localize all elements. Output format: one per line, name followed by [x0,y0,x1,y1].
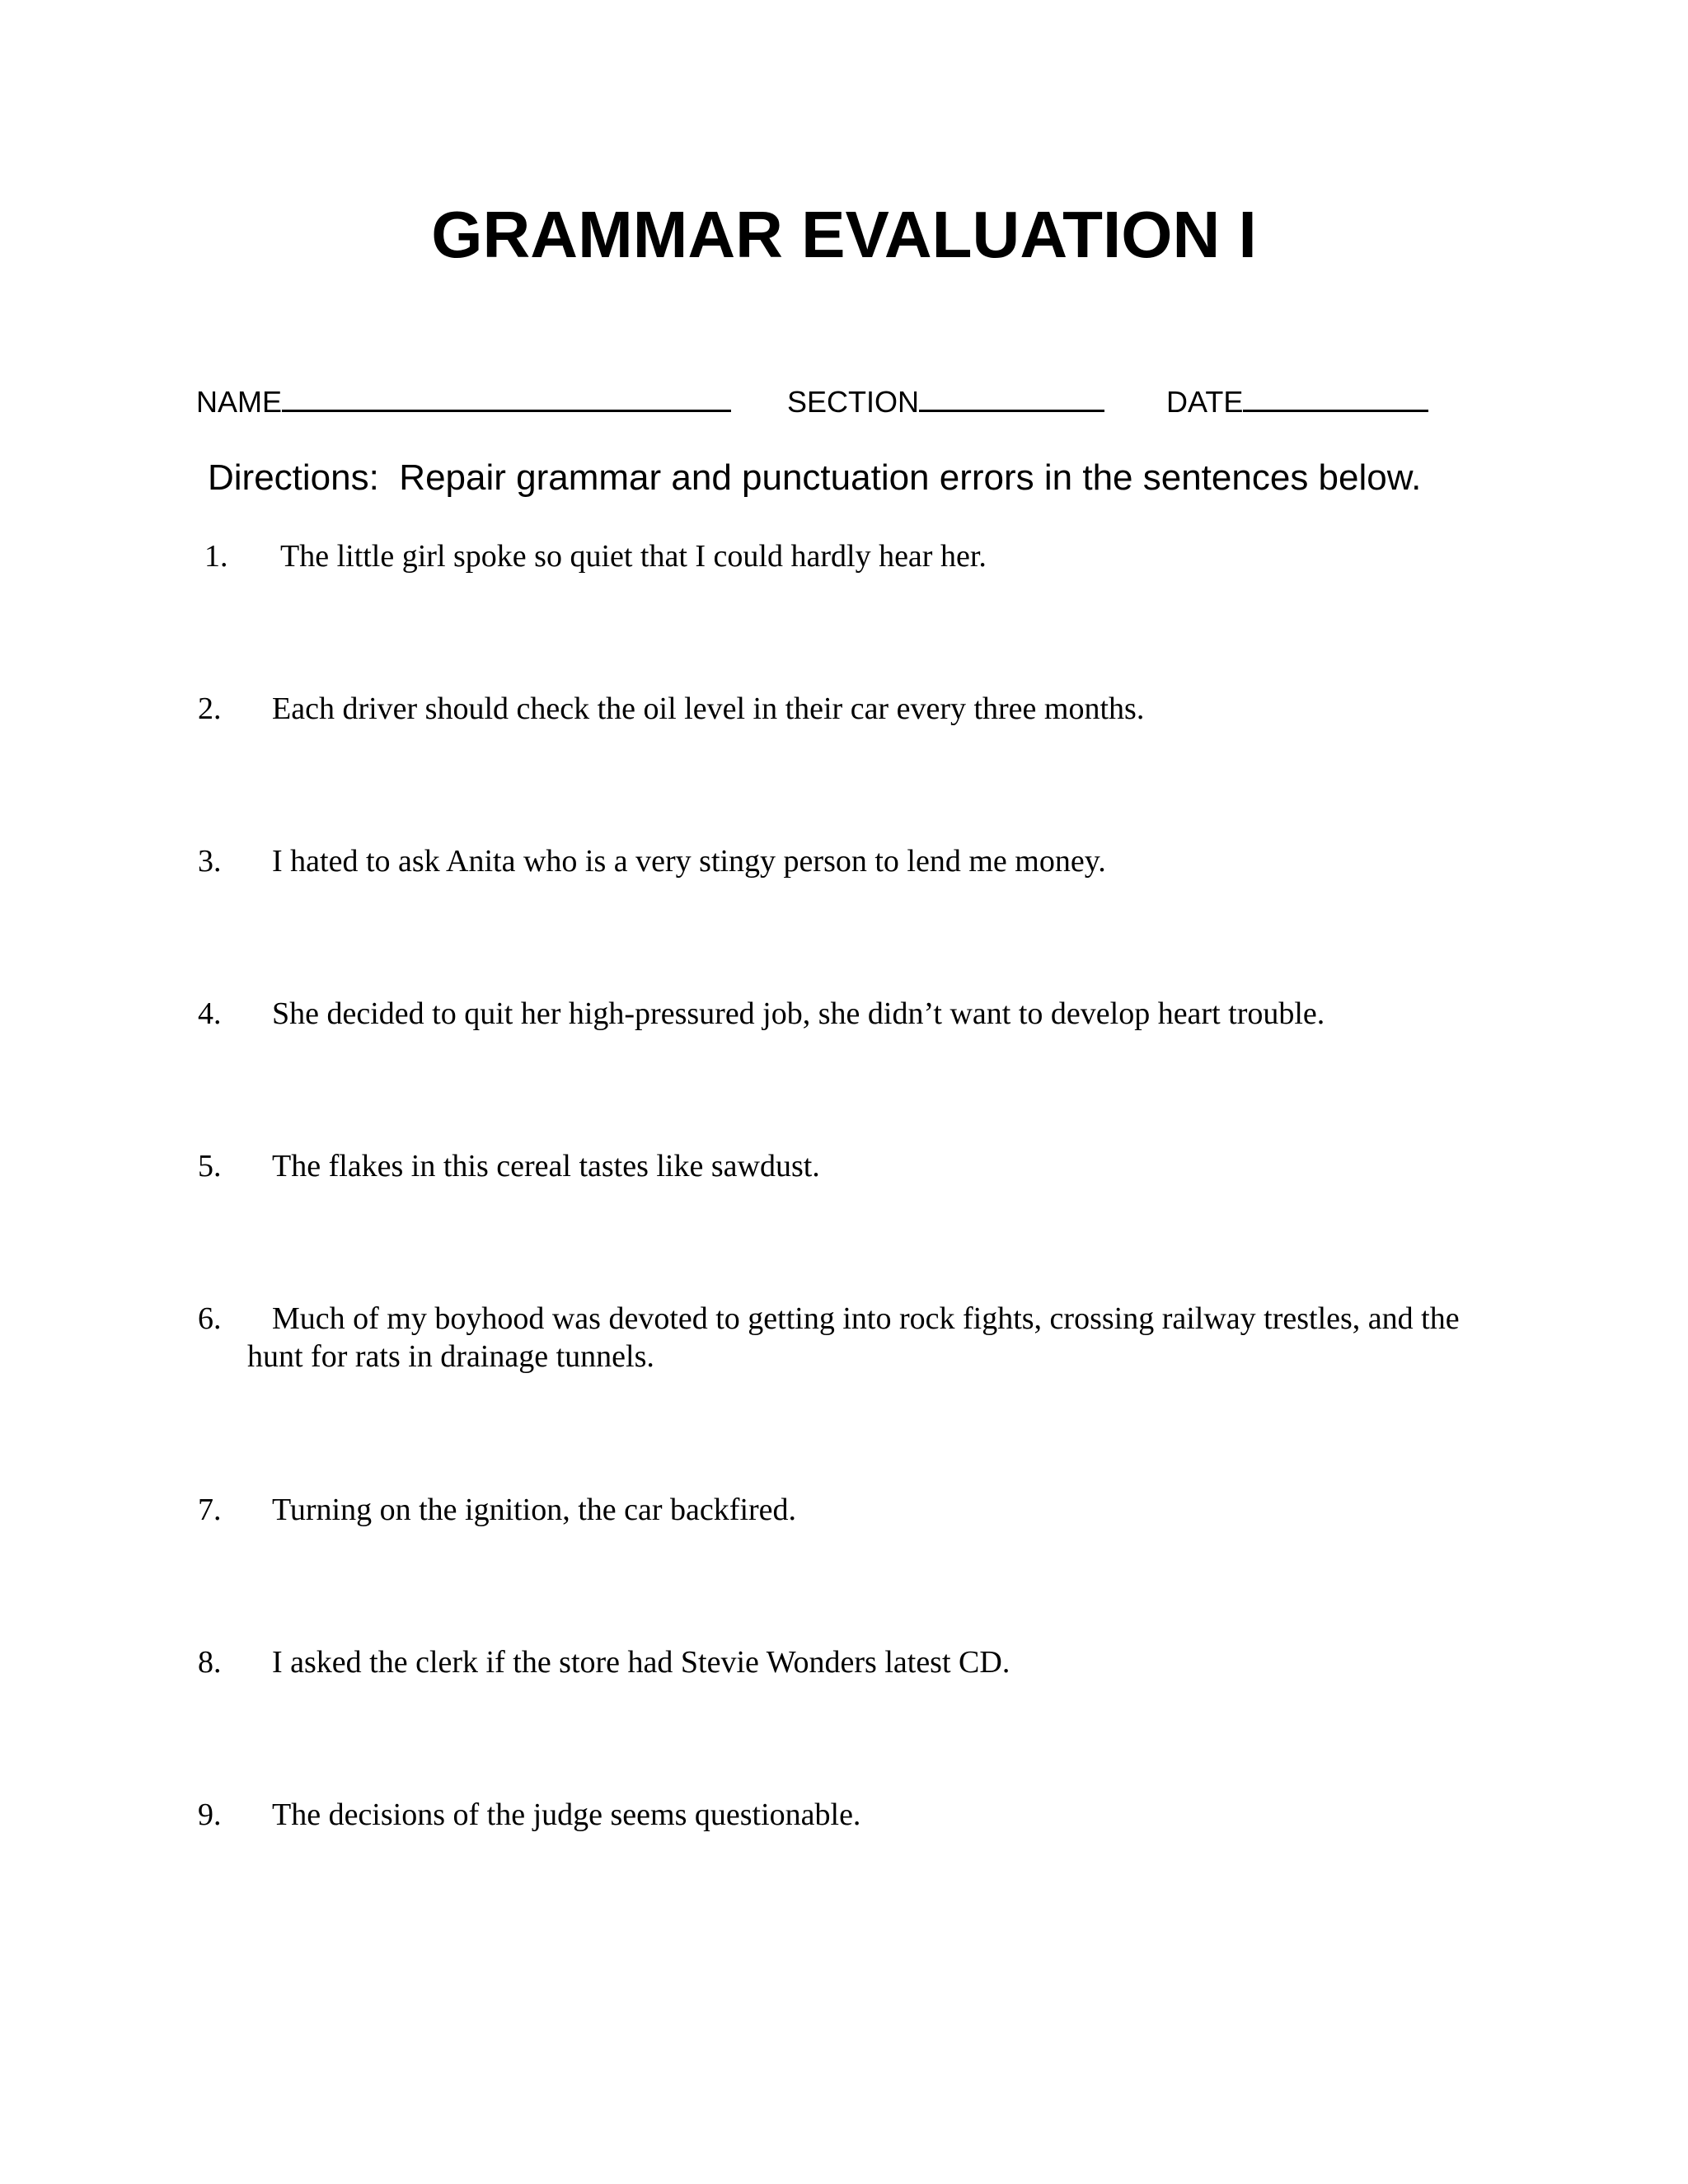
date-blank-line[interactable] [1243,382,1428,412]
question-text: Much of my boyhood was devoted to getting into rock fights, crossing railway trestles, and the hunt for rats in drainage tunnels. [247,1301,1460,1374]
question-item-2 [198,690,1500,728]
name-blank-line[interactable] [282,382,731,412]
section-blank-line[interactable] [919,382,1104,412]
question-text: I hated to ask Anita who is a very stingy person to lend me money. [272,844,1106,879]
question-number: 4. [198,996,222,1031]
question-number: 9. [198,1797,222,1832]
question-number: 1. [204,539,228,574]
question-item-3 [198,842,1500,880]
question-item-9 [198,1796,1500,1834]
name-field[interactable] [196,382,731,420]
question-item-7 [198,1491,1500,1529]
question-number: 7. [198,1493,222,1527]
section-field[interactable] [787,382,1104,420]
question-text: Each driver should check the oil level in their car every three months. [272,691,1145,726]
question-text: She decided to quit her high-pressured job, she didn’t want to develop heart trouble. [272,996,1325,1031]
question-text: The little girl spoke so quiet that I could hardly hear her. [280,539,987,574]
question-item-6 [198,1300,1500,1376]
question-item-1 [198,537,1500,575]
name-label: NAME [196,385,283,419]
question-number: 2. [198,691,222,726]
section-label: SECTION [787,385,920,419]
question-text: The decisions of the judge seems questionable. [272,1797,861,1832]
question-text: Turning on the ignition, the car backfired. [272,1493,797,1527]
date-field[interactable] [1166,382,1428,420]
directions-text: Directions: Repair grammar and punctuation errors in the sentences below. [208,457,1422,498]
question-number: 3. [198,844,222,879]
question-item-4 [198,995,1500,1033]
question-item-8 [198,1643,1500,1681]
question-text: I asked the clerk if the store had Stevie Wonders latest CD. [272,1645,1010,1680]
question-item-5 [198,1147,1500,1185]
question-number: 5. [198,1149,222,1183]
question-number: 6. [198,1301,222,1336]
question-number: 8. [198,1645,222,1680]
date-label: DATE [1166,385,1244,419]
page-title: GRAMMAR EVALUATION I [431,198,1257,271]
question-text: The flakes in this cereal tastes like sawdust. [272,1149,820,1183]
